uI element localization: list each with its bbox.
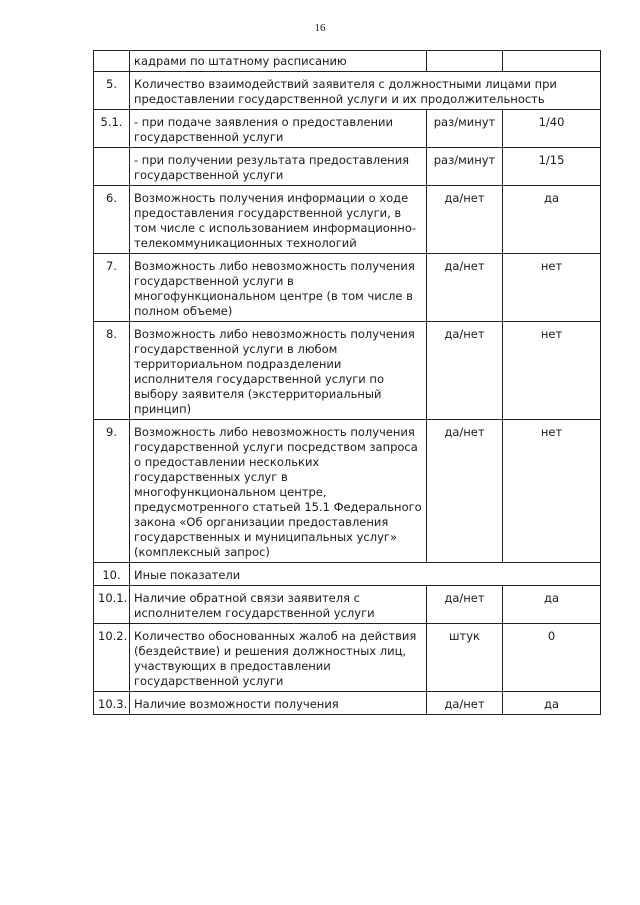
- row-number: 10.3.: [94, 692, 130, 715]
- row-text: Возможность либо невозможность получения государственной услуги в многофункциональном центре (в том числе в полном объеме): [130, 254, 427, 322]
- row-unit: штук: [427, 624, 503, 692]
- row-text: Возможность получения информации о ходе предоставления государственной услуги, в том числе с использованием информационно-телекоммуникационных технологий: [130, 186, 427, 254]
- row-value: да: [503, 586, 601, 624]
- row-value: нет: [503, 254, 601, 322]
- row-text: Иные показатели: [130, 563, 601, 586]
- row-value: да: [503, 692, 601, 715]
- row-value: 1/40: [503, 110, 601, 148]
- row-unit: раз/минут: [427, 148, 503, 186]
- row-value: нет: [503, 322, 601, 420]
- row-unit: да/нет: [427, 254, 503, 322]
- row-number: 7.: [94, 254, 130, 322]
- row-text: Наличие обратной связи заявителя с исполнителем государственной услуги: [130, 586, 427, 624]
- row-number: 5.1.: [94, 110, 130, 148]
- table-row: [94, 322, 601, 420]
- indicators-table: [93, 50, 601, 715]
- page-number: 16: [314, 22, 326, 34]
- row-number: 10.2.: [94, 624, 130, 692]
- row-text: - при подаче заявления о предоставлении государственной услуги: [130, 110, 427, 148]
- row-number: [94, 51, 130, 72]
- row-value: да: [503, 186, 601, 254]
- row-text: кадрами по штатному расписанию: [130, 51, 427, 72]
- table-row: [94, 563, 601, 586]
- table-row: [94, 420, 601, 563]
- row-value: 0: [503, 624, 601, 692]
- row-unit: да/нет: [427, 420, 503, 563]
- table-row: [94, 72, 601, 110]
- row-unit: раз/минут: [427, 110, 503, 148]
- row-number: 5.: [94, 72, 130, 110]
- row-unit: да/нет: [427, 186, 503, 254]
- row-unit: да/нет: [427, 322, 503, 420]
- row-value: нет: [503, 420, 601, 563]
- table-row: [94, 110, 601, 148]
- row-text: Наличие возможности получения: [130, 692, 427, 715]
- row-unit: [427, 51, 503, 72]
- table-row: [94, 186, 601, 254]
- row-number: 9.: [94, 420, 130, 563]
- row-number: [94, 148, 130, 186]
- table-row: [94, 254, 601, 322]
- row-unit: да/нет: [427, 692, 503, 715]
- row-text: - при получении результата предоставления государственной услуги: [130, 148, 427, 186]
- row-text: Количество взаимодействий заявителя с должностными лицами при предоставлении государственной услуги и их продолжительность: [130, 72, 601, 110]
- table-row: [94, 51, 601, 72]
- row-text: Количество обоснованных жалоб на действия (бездействие) и решения должностных лиц, участвующих в предоставлении государственной услуги: [130, 624, 427, 692]
- row-value: [503, 51, 601, 72]
- row-text: Возможность либо невозможность получения государственной услуги в любом территориальном подразделении исполнителя государственной услуги по выбору заявителя (экстерриториальный принцип): [130, 322, 427, 420]
- table-row: [94, 148, 601, 186]
- table-row: [94, 586, 601, 624]
- table-row: [94, 692, 601, 715]
- row-number: 6.: [94, 186, 130, 254]
- row-number: 8.: [94, 322, 130, 420]
- row-text: Возможность либо невозможность получения государственной услуги посредством запроса о предоставлении нескольких государственных услуг в многофункциональном центре, предусмотренного статьей 15.1 Федерального закона «Об организации предоставления государственных и муниципальных услуг» (комплексный запрос): [130, 420, 427, 563]
- row-number: 10.: [94, 563, 130, 586]
- row-number: 10.1.: [94, 586, 130, 624]
- row-unit: да/нет: [427, 586, 503, 624]
- row-value: 1/15: [503, 148, 601, 186]
- table-row: [94, 624, 601, 692]
